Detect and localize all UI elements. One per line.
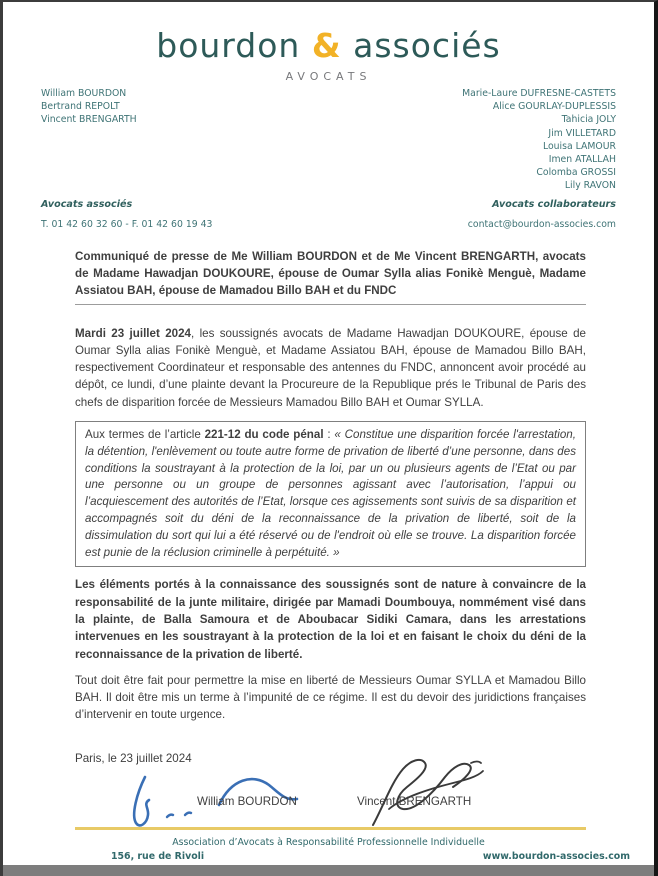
legal-article-box [75,421,586,567]
firm-ampersand: & [311,26,342,65]
partner-name: Bertrand REPOLT [41,101,120,113]
signature-brengarth-handwriting [345,753,495,831]
collaborator-name: Imen ATALLAH [548,154,616,166]
lawyer-names-row [3,87,654,193]
email-address: contact@bourdon-associes.com [467,218,616,230]
firm-logo [3,26,654,65]
article-reference: 221-12 du code pénal [204,428,324,441]
collaborator-name: Colomba GROSSI [536,167,616,179]
collaborator-name: Lily RAVON [564,180,616,192]
footer-address-row [3,851,654,862]
firm-subtitle: AVOCATS [285,70,372,83]
partners-list [41,87,137,193]
firm-name-part1: bourdon [156,26,301,65]
article-separator: : [323,428,335,441]
announcement-text: , les soussignés avocats de Madame Hawadjan DOUKOURE, épouse de Oumar Sylla alias Fonikè Menguè, et Madame Assiatou BAH, épouse de Mamadou Billo BAH, respectivement Coordinateur et responsable des antennes du FNDC, annoncent avoir procédé au dépôt, ce lundi, d’une plainte devant la Procureure de la Republique prés le Tribunal de Paris des chefs de disparition forcée de Messieurs Mamadou Billo BAH et Oumar SYLLA. [75,326,586,409]
paragraph-responsibility: Les éléments portés à la connaissance des soussignés sont de nature à convaincre de la responsabilité de la junte militaire, dirigée par Mamadi Doumbouya, nommément visé dans la plainte, de Balla Samoura et de Aboubacar Sidiki Camara, dans les arrestations intervenues en les soustrayant à la protection de la loi et en faisant le choix du déni de la reconnaissance de la privation de liberté. [75,578,586,661]
collaborator-name: Louisa LAMOUR [542,140,616,152]
association-line: Association d’Avocats à Responsabilité Professionnelle Individuelle [172,837,485,849]
collaborator-name: Jim VILLETARD [548,127,616,139]
partner-name: Vincent BRENGARTH [41,114,137,126]
divider-line [75,304,586,305]
collaborator-name: Marie-Laure DUFRESNE-CASTETS [462,88,616,99]
partners-label: Avocats associés [41,198,133,210]
signature-area [75,769,582,827]
press-release-title: Communiqué de presse de Me William BOURDON et de Me Vincent BRENGARTH, avocats de Madame Hawadjan DOUKOURE, épouse de Oumar Sylla alias Fonikè Menguè, Madame Assiatou BAH, épouse de Mamadou Billo BAH et du FNDC [75,249,586,298]
paragraph-conclusion: Tout doit être fait pour permettre la mise en liberté de Messieurs Oumar SYLLA et Mamadou Billo BAH. Il doit être mis un terme à l’impunité de ce régime. Il est du devoir des juridictions françaises d’intervenir en toute urgence. [75,673,586,722]
viewer-bottom-bar [0,865,658,876]
contact-row [3,219,654,230]
phone-fax: T. 01 42 60 32 60 - F. 01 42 60 19 43 [41,218,213,230]
dateline: Paris, le 23 juillet 2024 [75,751,192,765]
firm-name-part2: associés [353,26,501,65]
partner-name: William BOURDON [41,88,127,99]
date-lead: Mardi 23 juillet 2024 [75,326,191,340]
collaborator-name: Tahicia JOLY [561,114,616,126]
collaborator-name: Alice GOURLAY-DUPLESSIS [492,101,616,113]
street-address: 156, rue de Rivoli [111,851,205,863]
signer-name-brengarth: Vincent BRENGARTH [357,795,472,809]
article-quote: « Constitue une disparition forcée l'arrestation, la détention, l'enlèvement ou toute autre forme de privation de liberté d’une personne, dans des conditions la soustrayant à la protection de la loi, par un ou plusieurs agents de l’Etat ou par une personne ou un groupe de personnes agissant avec l’autorisation, l’appui ou l’acquiescement des autorités de l’Etat, lorsque ces agissements sont suivis de sa disparition et accompagnés soit du déni de la reconnaissance de la privation de liberté, soit de la dissimulation du sort qui lui a été réservé ou de l'endroit où elle se trouve. La disparition forcée est punie de la réclusion criminelle à perpétuité. » [85,428,576,559]
collaborators-label: Avocats collaborateurs [492,198,616,210]
document-body [75,248,586,767]
lawyer-labels-row [3,199,654,210]
collaborators-list [462,87,616,193]
signer-name-bourdon: William BOURDON [197,795,297,809]
paragraph-announcement [75,325,586,411]
website-url: www.bourdon-associes.com [482,851,630,863]
article-lead: Aux termes de l’article [85,428,205,441]
